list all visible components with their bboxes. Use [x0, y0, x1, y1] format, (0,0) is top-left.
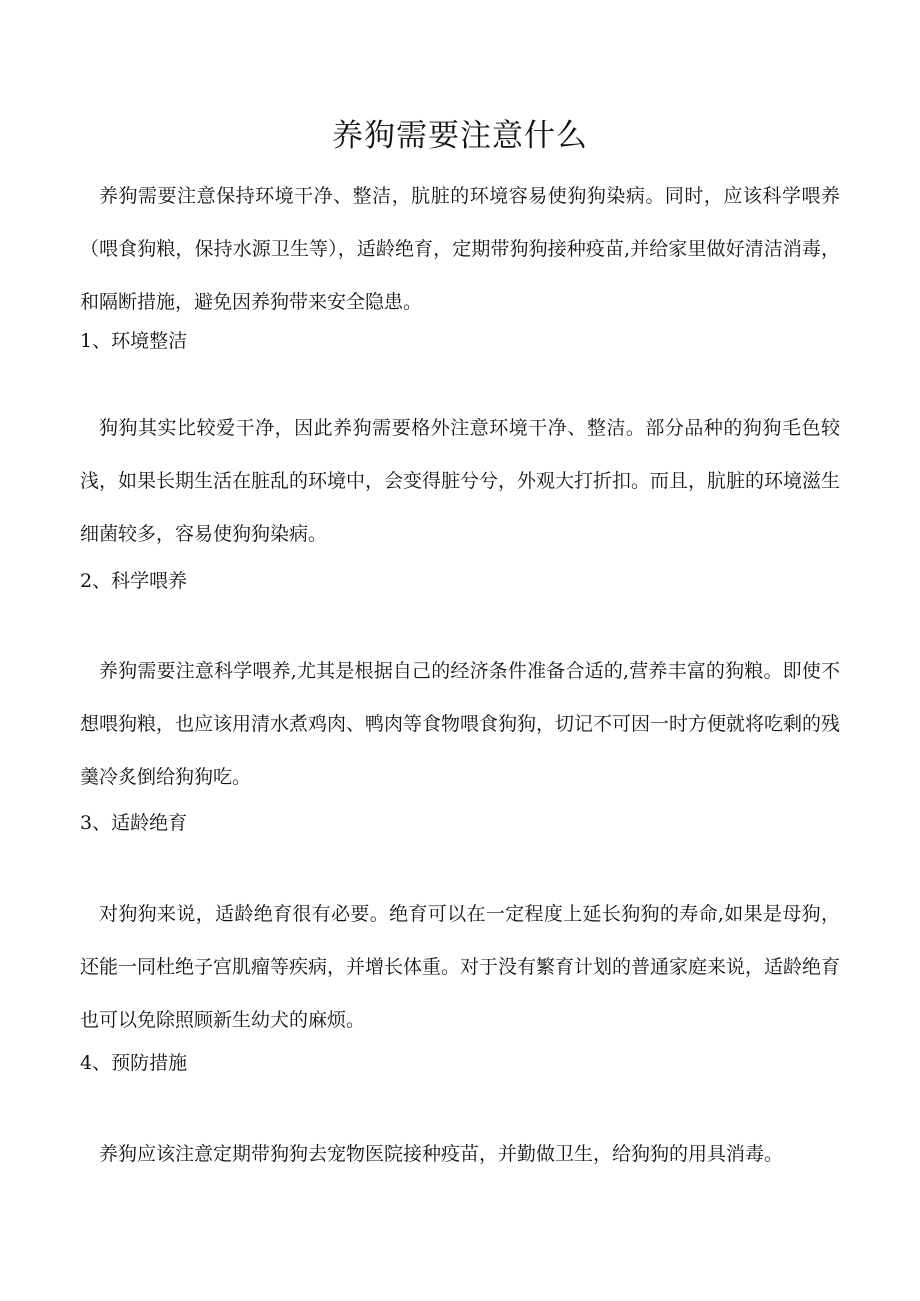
section-heading-feeding: 2、科学喂养: [80, 570, 188, 592]
section-body-feeding: 养狗需要注意科学喂养,尤其是根据自己的经济条件准备合适的,营养丰富的狗粮。即使不想喂狗粮，也应该用清水煮鸡肉、鸭肉等食物喂食狗狗，切记不可因一时方便就将吃剩的残羹冷炙倒给狗狗吃。: [80, 660, 841, 788]
section-heading-neutering: 3、适龄绝育: [80, 812, 188, 834]
document-title: 养狗需要注意什么: [332, 118, 588, 154]
section-body-neutering: 对狗狗来说，适龄绝育很有必要。绝育可以在一定程度上延长狗狗的寿命,如果是母狗，还能一同杜绝子宫肌瘤等疾病，并增长体重。对于没有繁育计划的普通家庭来说，适龄绝育也可以免除照顾新生幼犬的麻烦。: [80, 903, 841, 1031]
intro-paragraph: 养狗需要注意保持环境干净、整洁，肮脏的环境容易使狗狗染病。同时，应该科学喂养（喂食狗粮，保持水源卫生等），适龄绝育，定期带狗狗接种疫苗,并给家里做好清洁消毒，和隔断措施，避免因养狗带来安全隐患。: [80, 185, 840, 313]
section-heading-prevention: 4、预防措施: [80, 1052, 188, 1074]
section-body-prevention: 养狗应该注意定期带狗狗去宠物医院接种疫苗，并勤做卫生，给狗狗的用具消毒。: [99, 1143, 784, 1165]
section-body-environment: 狗狗其实比较爱干净，因此养狗需要格外注意环境干净、整洁。部分品种的狗狗毛色较浅，如果长期生活在脏乱的环境中，会变得脏兮兮，外观大打折扣。而且，肮脏的环境滋生细菌较多，容易使狗狗染病。: [80, 417, 841, 545]
section-heading-environment: 1、环境整洁: [80, 330, 188, 352]
